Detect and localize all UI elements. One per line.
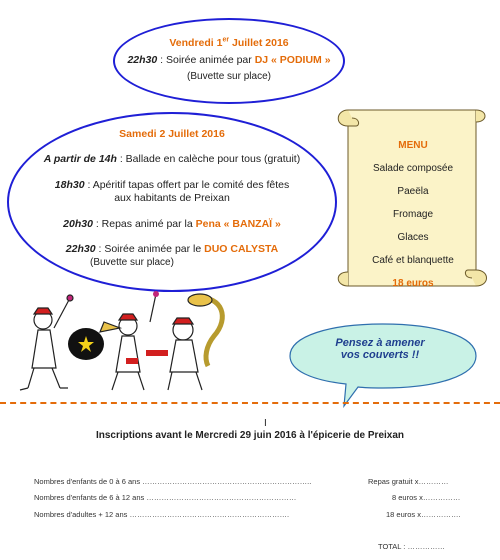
- menu-item: Salade composée: [372, 163, 454, 174]
- saturday-item-1: A partir de 14h : Ballade en calèche pour tous (gratuit): [43, 153, 301, 165]
- saturday-item-2b: aux habitants de Preixan: [114, 192, 230, 204]
- friday-title: Vendredi 1er Juillet 2016: [169, 36, 289, 49]
- musicians-illustration: [8, 288, 244, 396]
- row-adults-label: Nombres d'adultes + 12 ans ……………………………………………………….: [34, 510, 290, 519]
- row-children-6-12-price: 8 euros x……………: [392, 493, 461, 502]
- saturday-item-3: 20h30 : Repas animé par la Pena « BANZAÏ »: [63, 218, 281, 230]
- menu-title: MENU: [398, 140, 428, 151]
- friday-line-2: (Buvette sur place): [187, 71, 271, 82]
- menu-item: Fromage: [392, 209, 433, 220]
- saturday-item-2: 18h30 : Apéritif tapas offert par le comité des fêtes: [54, 179, 290, 191]
- menu-item: Café et blanquette: [372, 255, 454, 266]
- row-adults-price: 18 euros x…………….: [386, 510, 461, 519]
- menu-item: Paeëla: [397, 186, 429, 197]
- saturday-item-4b: (Buvette sur place): [90, 257, 174, 268]
- text-cursor-glyph: I: [264, 418, 267, 429]
- row-children-6-12-label: Nombres d'enfants de 6 à 12 ans ……………………………………………………: [34, 493, 297, 502]
- menu-content: [348, 140, 478, 301]
- dashed-divider: [0, 402, 500, 404]
- row-children-0-6-price: Repas gratuit x…………: [368, 477, 449, 486]
- menu-item: Glaces: [397, 232, 429, 243]
- saturday-title: Samedi 2 Juillet 2016: [119, 128, 225, 140]
- friday-line-1: 22h30 : Soirée animée par DJ « PODIUM »: [127, 54, 331, 66]
- row-children-0-6-label: Nombres d'enfants de 0 à 6 ans …………………………………………………………..: [34, 477, 312, 486]
- menu-price: 18 euros: [392, 278, 434, 289]
- total-line: TOTAL : ……………: [378, 542, 445, 551]
- speech-bubble: [286, 322, 480, 408]
- saturday-item-4: 22h30 : Soirée animée par le DUO CALYSTA: [65, 243, 279, 255]
- form-title: Inscriptions avant le Mercredi 29 juin 2016 à l'épicerie de Preixan: [95, 430, 405, 441]
- bubble-text: Pensez à amener vos couverts !!: [335, 337, 425, 361]
